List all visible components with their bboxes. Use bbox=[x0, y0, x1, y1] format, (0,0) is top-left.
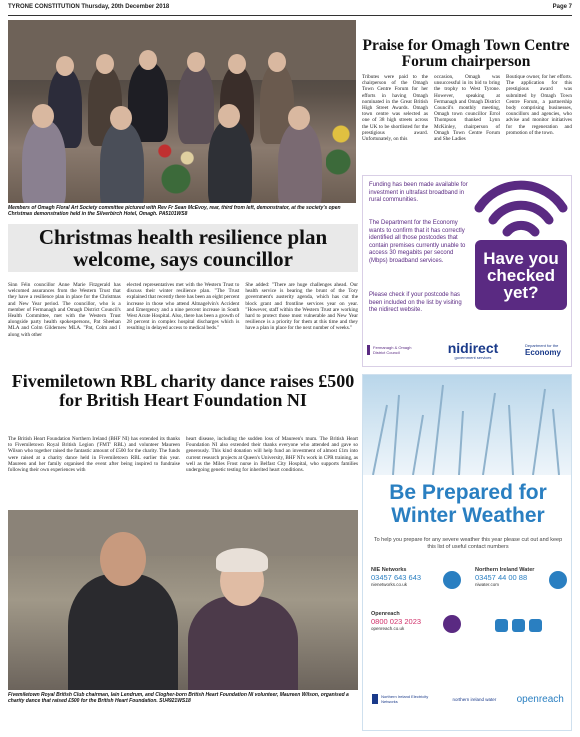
winter-ad-sub: To help you prepare for any severe weather this year please cut out and keep this list of useful contact numbers bbox=[373, 537, 563, 550]
winter-weather-ad bbox=[362, 374, 572, 731]
health-resilience-body bbox=[8, 282, 358, 338]
broadband-ad-text1: Funding has been made available for investment in ultrafast broadband in rural communities. bbox=[369, 182, 468, 203]
omagh-forum-body bbox=[362, 74, 572, 142]
omagh-forum-col2: occasion, Omagh was unsuccessful in its bid to bring the trophy to West Tyrone. However, speaking at Fermanagh and Omagh District Council's monthly meeting, Omagh town councillor Errol Thompson thanked Lynn McKinley, chairperson of Omagh Town Centre Forum and She Ladies bbox=[434, 74, 500, 143]
broadband-ad bbox=[362, 175, 572, 367]
contact-openreach-web[interactable]: openreach.co.uk bbox=[371, 626, 405, 631]
broadband-ad-text3: Please check if your postcode has been included on the list by visiting the nidirect website. bbox=[369, 292, 462, 313]
health-resilience-headline: Christmas health resilience plan welcome, says councillor bbox=[8, 224, 358, 272]
header-right: Page 7 bbox=[552, 4, 572, 10]
nidirect-logo bbox=[448, 341, 499, 360]
nidirect-logo-sub: government services bbox=[454, 354, 492, 360]
winter-ad-logos bbox=[363, 675, 572, 723]
floral-society-photo bbox=[8, 20, 356, 203]
omagh-forum-headline: Praise for Omagh Town Centre Forum chairperson bbox=[362, 37, 570, 71]
rbl-dance-photo bbox=[8, 510, 358, 690]
health-resilience-col2: elected representatives met with the Western Trust to discuss their winter resilience plan. "The Trust explained that recently there has been an eight percent increase in those who attend Altnagelvin's Accident and Emergency and a nine percent increase in South West Acute Hospital. Also, there has been a growth of 28 percent in complex hospital discharges which is resulting in delayed access to medical beds." bbox=[126, 282, 240, 332]
contact-niwater-web[interactable]: niwater.com bbox=[475, 582, 500, 587]
phone-icon bbox=[443, 615, 461, 633]
winter-ad-title: Be Prepared for Winter Weather bbox=[389, 481, 547, 527]
rbl-dance-col2: heart disease, including the sudden loss of Maureen's mum. The British Heart Foundation NI also extended their thanks everyone who attended and gave so generously. This kind donation will help fund an investment of almost £1m into current research projects at Queen's University, BHF NI's work in CPR training, as well as the Miles Frost nurse in Belfast City Hospital, who supports families undergoing genetic testing for inherited heart conditions. bbox=[186, 436, 358, 474]
facebook-icon[interactable] bbox=[529, 619, 542, 632]
economy-logo-a: Department for the bbox=[524, 343, 559, 348]
header-left: TYRONE CONSTITUTION Thursday, 20th December 2018 bbox=[8, 4, 170, 10]
contact-openreach-name: Openreach bbox=[371, 611, 400, 617]
wifi-icon bbox=[473, 178, 569, 238]
broadband-logos bbox=[367, 336, 569, 364]
floral-society-caption: Members of Omagh Floral Art Society committee pictured with Rev Fr Sean McEvoy, rear, third from left, demonstrator, at the society's open Christmas demonstration held in the Silverbirch Hotel, Omagh. PA5101WS8 bbox=[8, 205, 341, 217]
health-resilience-col1: Sinn Féin councillor Anne Marie Fitzgerald has welcomed assurances from the Western Trust that they have a resilience plan in place for the Christmas and New Year period. The councillor, who is a member of Fermanagh and Omagh District Council's Health Committee, met with the Western Trust alongside party health spokespersons, Pat Sheehan MLA and Colm Gildernew MLA. "Pat, Colm and I along with other bbox=[8, 282, 121, 338]
broadband-cta: Have you checked yet? bbox=[483, 248, 559, 302]
economy-logo bbox=[525, 343, 569, 357]
broadband-cta-box bbox=[475, 240, 567, 310]
contact-nie-web[interactable]: nienetworks.co.uk bbox=[371, 582, 408, 587]
twitter-icon[interactable] bbox=[495, 619, 508, 632]
omagh-forum-col3: Boutique owner, for her efforts. The application for this prestigious award was submitted by Omagh Town Centre Forum, a partnership body comprising businesses, councillors and agencies, who advise and monitor initiatives for the regeneration and promotion of the town. bbox=[506, 74, 572, 136]
contact-openreach-phone[interactable]: 0800 023 2023 bbox=[371, 617, 422, 626]
contact-nie-name: NIE Networks bbox=[371, 567, 407, 573]
frost-grass-icon bbox=[363, 375, 572, 475]
frost-banner bbox=[363, 375, 572, 475]
youtube-icon[interactable] bbox=[512, 619, 525, 632]
rbl-dance-body bbox=[8, 436, 358, 473]
social-icons bbox=[495, 619, 542, 632]
contact-niwater-phone[interactable]: 03457 44 00 88 bbox=[475, 573, 528, 582]
page-header bbox=[8, 4, 572, 16]
rbl-dance-col1: The British Heart Foundation Northern Ireland (BHF NI) has extended its thanks to Fivemiletown Royal British Legion ('FMT' RBL) and volunteer Maureen Wilson who together raised the fantastic amount of £500 for the charity. The funds were raised at a charity dance held in Fivemiletown RBL earlier this year. Maureen and her family organised the event after being inspired to fundraise following their own experiences with bbox=[8, 436, 180, 474]
economy-logo-b: Economy bbox=[524, 348, 561, 357]
fermanagh-omagh-logo: Fermanagh & Omagh District Council bbox=[367, 345, 421, 355]
lightbulb-icon bbox=[443, 571, 461, 589]
rbl-dance-headline: Fivemiletown RBL charity dance raises £500 for British Heart Foundation NI bbox=[11, 371, 355, 410]
ni-water-logo: northern ireland water bbox=[452, 696, 497, 702]
omagh-forum-col1: Tributes were paid to the chairperson of the Omagh Town Centre Forum for her efforts in having Omagh nominated in the Great British High Street Awards. Omagh town centre was selected as one of 38 high streets across the UK to be shortlisted for the prestigious award. Unfortunately, on this bbox=[362, 74, 428, 143]
contact-nie-phone[interactable]: 03457 643 643 bbox=[371, 573, 422, 582]
rbl-dance-caption: Fivemiletown Royal British Club chairman, Iain Lendrum, and Clogher-born British Heart Foundation NI volunteer, Maureen Wilson, organised a charity dance that raised £500 for the British Heart Foundation. SU4921WS18 bbox=[8, 692, 349, 704]
openreach-logo: openreach bbox=[516, 693, 564, 705]
health-resilience-col3: She added: "There are huge challenges ahead. Our health service is bearing the brunt of the Tory government's austerity agenda, which has cut the block grant and frontline services year on year. "However, staff within the Western Trust are working hard to protect those most vulnerable and New Year resilience is a priority for them at this time and they have a plan in place for the next number of weeks." bbox=[245, 282, 359, 332]
nie-networks-logo: Northern Ireland Electricity Networks bbox=[372, 694, 432, 704]
tap-icon bbox=[549, 571, 567, 589]
broadband-ad-text2: The Department for the Economy wants to confirm that it has correctly identified all those postcodes that contain premises currently unable to access 30 megabits per second (Mbps) broadband services. bbox=[369, 220, 466, 264]
nidirect-logo-text: nidirect bbox=[447, 339, 499, 356]
contact-niwater-name: Northern Ireland Water bbox=[475, 567, 535, 573]
